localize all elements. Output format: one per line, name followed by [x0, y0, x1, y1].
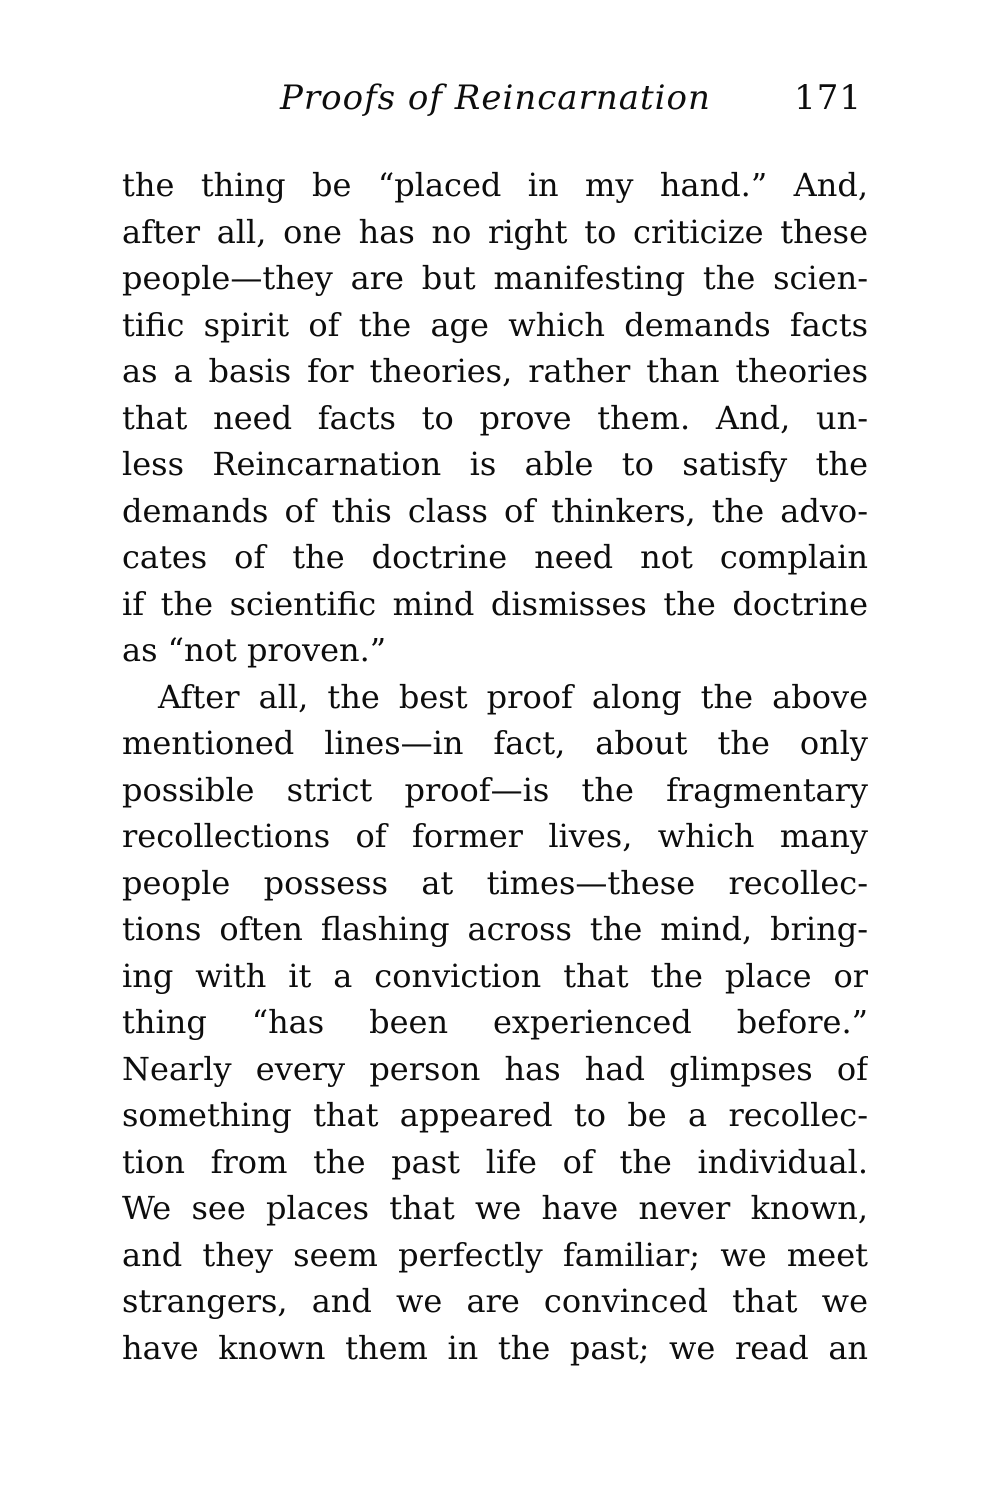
body-text [122, 162, 868, 1371]
text-line: tion from the past life of the individual. [122, 1142, 868, 1181]
page-number: 171 [794, 78, 862, 118]
text-line: the thing be “placed in my hand.” And, [122, 166, 868, 204]
text-line: thing “has been experienced before.” [122, 1003, 868, 1041]
running-title: Proofs of Reincarnation [280, 78, 711, 118]
text-line: ing with it a conviction that the place or [122, 956, 868, 995]
text-line: after all, one has no right to criticize these [122, 212, 868, 251]
paragraph-2 [122, 674, 868, 1372]
text-line: have known them in the past; we read an [122, 1328, 868, 1367]
text-line: tific spirit of the age which demands facts [122, 305, 868, 344]
text-line: people possess at times—these recollec- [122, 863, 868, 902]
text-line: tions often flashing across the mind, bring- [122, 910, 868, 948]
text-line: After all, the best proof along the above [158, 677, 868, 716]
text-line: if the scientific mind dismisses the doctrine [122, 584, 868, 623]
text-line: mentioned lines—in fact, about the only [122, 724, 868, 762]
text-line: and they seem perfectly familiar; we meet [122, 1235, 868, 1274]
text-line: strangers, and we are convinced that we [122, 1282, 868, 1320]
text-line: people—they are but manifesting the scien- [122, 259, 868, 297]
text-line: Nearly every person has had glimpses of [122, 1049, 868, 1088]
text-line: We see places that we have never known, [122, 1189, 868, 1227]
text-line: as “not proven.” [122, 631, 387, 669]
text-line: demands of this class of thinkers, the advo- [122, 491, 868, 530]
text-line: as a basis for theories, rather than theories [122, 352, 868, 390]
text-line: cates of the doctrine need not complain [122, 538, 868, 576]
text-line: recollections of former lives, which many [122, 817, 868, 855]
paragraph-1 [122, 162, 868, 674]
running-head [120, 70, 868, 126]
text-line: something that appeared to be a recollec- [122, 1096, 868, 1134]
text-line: possible strict proof—is the fragmentary [122, 770, 868, 809]
text-line: less Reincarnation is able to satisfy the [122, 445, 868, 483]
text-line: that need facts to prove them. And, un- [122, 398, 868, 437]
